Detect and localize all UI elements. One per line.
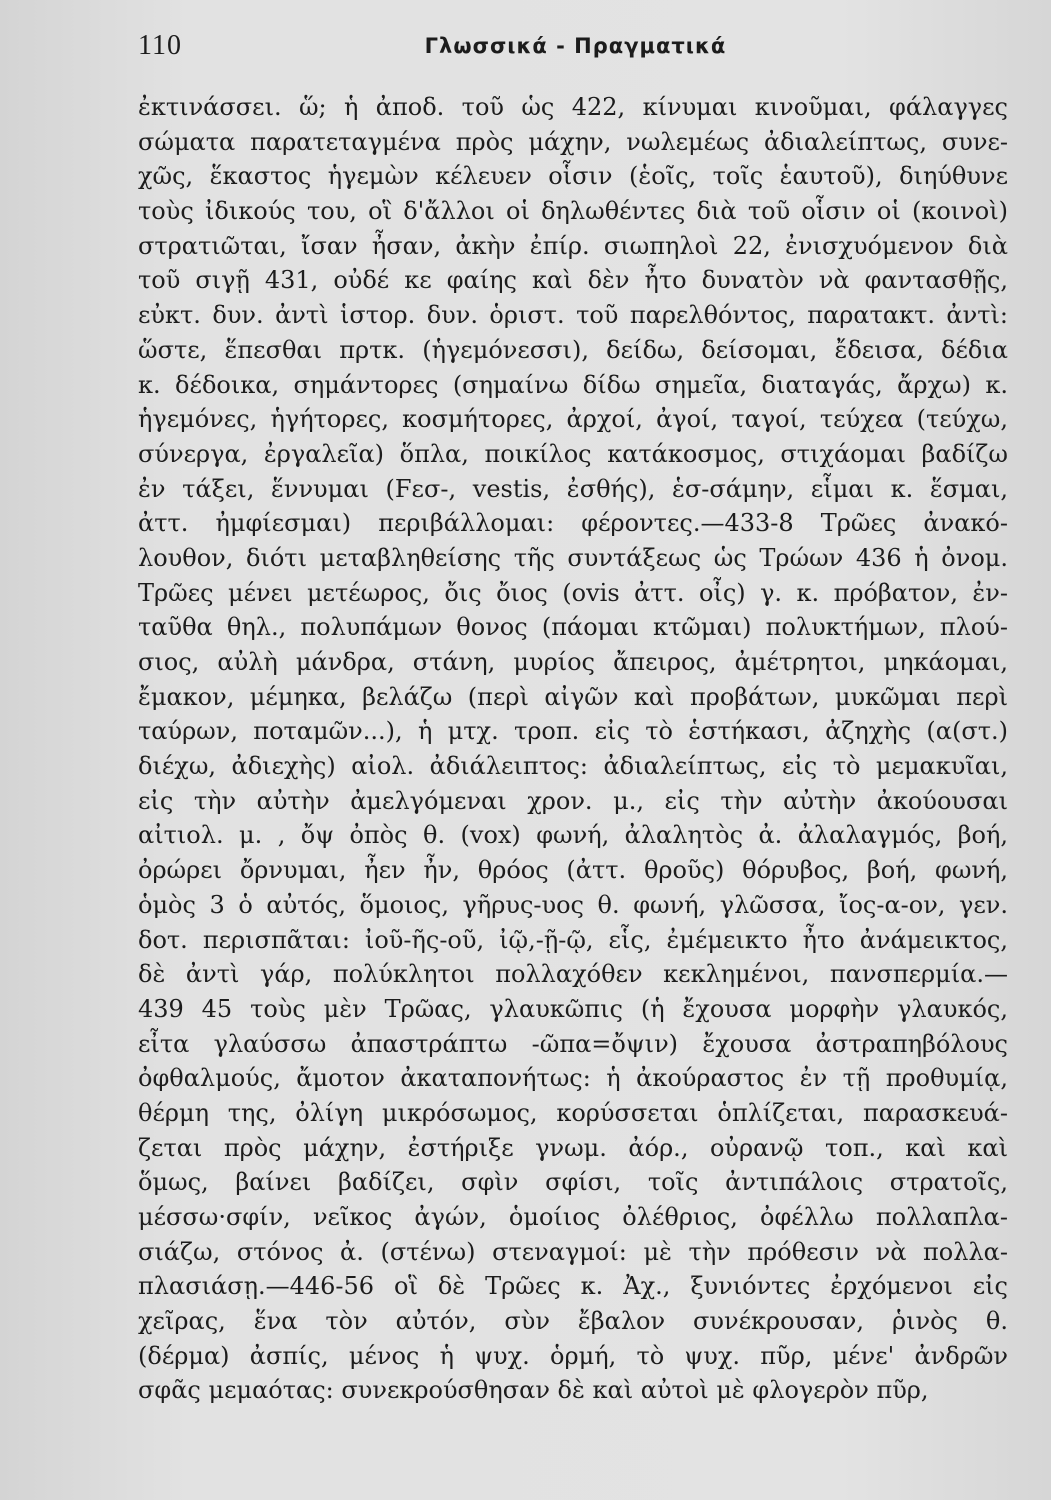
- text-line: τοὺς ἰδικούς του, οἳ δ'ἄλλοι οἱ δηλωθέντες διὰ τοῦ οἷσιν οἱ (κοινοὶ): [138, 197, 1008, 226]
- text-line: 439 45 τοὺς μὲν Τρῶας, γλαυκῶπις (ἡ ἔχουσα μορφὴν γλαυκός,: [138, 994, 1008, 1023]
- text-line: τοῦ σιγῇ 431, οὐδέ κε φαίης καὶ δὲν ἦτο δυνατὸν νὰ φαντασθῇς,: [138, 266, 1008, 295]
- text-line: (δέρμα) ἀσπίς, μένος ἡ ψυχ. ὁρμή, τὸ ψυχ. πῦρ, μένε' ἀνδρῶν: [138, 1341, 1008, 1370]
- text-line: ἐκτινάσσει. ὥ; ἡ ἀποδ. τοῦ ὡς 422, κίνυμαι κινοῦμαι, φάλαγγες: [138, 93, 1008, 121]
- text-line: ὅμως, βαίνει βαδίζει, σφὶν σφίσι, τοῖς ἀντιπάλοις στρατοῖς,: [138, 1168, 1008, 1197]
- text-line: δὲ ἀντὶ γάρ, πολύκλητοι πολλαχόθεν κεκλημένοι, πανσπερμία.—: [138, 960, 1008, 989]
- page-number: 110: [138, 30, 182, 61]
- text-line: ἡγεμόνες, ἡγήτορες, κοσμήτορες, ἀρχοί, ἀγοί, ταγοί, τεύχεα (τεύχω,: [138, 405, 1008, 434]
- text-line: Τρῶες μένει μετέωρος, ὄις ὄιος (ovis ἀττ. οἶς) γ. κ. πρόβατον, ἐν-: [138, 578, 1008, 607]
- text-line: θέρμη της, ὀλίγη μικρόσωμος, κορύσσεται ὁπλίζεται, παρασκευά-: [138, 1098, 1008, 1127]
- text-line: μέσσω·σφίν, νεῖκος ἀγών, ὁμοίιος ὀλέθριος, ὀφέλλω πολλαπλα-: [138, 1203, 1008, 1231]
- body-text: [138, 90, 1008, 1408]
- text-line: πλασιάσῃ.—446-56 οἳ δὲ Τρῶες κ. Ἀχ., ξυνιόντες ἐρχόμενοι εἰς: [138, 1272, 1008, 1301]
- text-line: σφᾶς μεμαότας: συνεκρούσθησαν δὲ καὶ αὐτοὶ μὲ φλογερὸν πῦρ,: [138, 1376, 929, 1405]
- text-line: ὀρώρει ὄρνυμαι, ἦεν ἦν, θρόος (ἀττ. θροῦς) θόρυβος, βοή, φωνή,: [138, 856, 1008, 885]
- text-line: σιος, αὐλὴ μάνδρα, στάνη, μυρίος ἄπειρος, ἀμέτρητοι, μηκάομαι,: [138, 648, 1008, 676]
- text-line: ζεται πρὸς μάχην, ἐστήριξε γνωμ. ἀόρ., οὐρανῷ τοπ., καὶ καὶ: [138, 1133, 1008, 1162]
- text-line: ὁμὸς 3 ὁ αὐτός, ὅμοιος, γῆρυς-υος θ. φωνή, γλῶσσα, ἴος-α-ον, γεν.: [138, 890, 1008, 919]
- text-line: κ. δέδοικα, σημάντορες (σημαίνω δίδω σημεῖα, διαταγάς, ἄρχω) κ.: [138, 370, 1008, 399]
- text-line: ὀφθαλμούς, ἄμοτον ἀκαταπονήτως: ἡ ἀκούραστος ἐν τῇ προθυμίᾳ,: [138, 1064, 1008, 1093]
- text-line: χεῖρας, ἕνα τὸν αὐτόν, σὺν ἔβαλον συνέκρουσαν, ῥινὸς θ.: [138, 1307, 1008, 1336]
- text-line: ταύρων, ποταμῶν...), ἡ μτχ. τροπ. εἰς τὸ ἑστήκασι, ἀζηχὴς (α(στ.): [138, 717, 1008, 746]
- text-line: εἰς τὴν αὐτὴν ἀμελγόμεναι χρον. μ., εἰς τὴν αὐτὴν ἀκούουσαι: [138, 786, 1008, 815]
- text-line: ἐν τάξει, ἕννυμαι (Ϝεσ-, vestis, ἐσθής), ἑσ-σάμην, εἷμαι κ. ἕσμαι,: [138, 474, 1008, 503]
- text-line: ὥστε, ἕπεσθαι πρτκ. (ἡγεμόνεσσι), δείδω, δείσομαι, ἔδεισα, δέδια: [138, 335, 1008, 364]
- text-line: ἔμακον, μέμηκα, βελάζω (περὶ αἰγῶν καὶ προβάτων, μυκῶμαι περὶ: [138, 682, 1008, 711]
- page-header: [138, 30, 1013, 70]
- text-line: σύνεργα, ἐργαλεῖα) ὅπλα, ποικίλος κατάκοσμος, στιχάομαι βαδίζω: [138, 439, 1008, 468]
- text-line: στρατιῶται, ἴσαν ἦσαν, ἀκὴν ἐπίρ. σιωπηλοὶ 22, ἐνισχυόμενον διὰ: [138, 231, 1008, 260]
- text-line: εὐκτ. δυν. ἀντὶ ἱστορ. δυν. ὁριστ. τοῦ παρελθόντος, παρατακτ. ἀντὶ:: [138, 301, 1008, 330]
- text-line: χῶς, ἕκαστος ἡγεμὼν κέλευεν οἷσιν (ἑοῖς, τοῖς ἑαυτοῦ), διηύθυνε: [138, 162, 1008, 191]
- text-line: ἀττ. ἠμφίεσμαι) περιβάλλομαι: φέροντες.—433-8 Τρῶες ἀνακό-: [138, 509, 1008, 538]
- text-line: αἰτιολ. μ. , ὄψ ὀπὸς θ. (vox) φωνή, ἀλαλητὸς ἀ. ἀλαλαγμός, βοή,: [138, 821, 1008, 850]
- text-line: σώματα παρατεταγμένα πρὸς μάχην, νωλεμέως ἀδιαλείπτως, συνε-: [138, 127, 1008, 156]
- text-line: διέχω, ἀδιεχὴς) αἰολ. ἀδιάλειπτος: ἀδιαλείπτως, εἰς τὸ μεμακυῖαι,: [138, 752, 1008, 781]
- text-line: ταῦθα θηλ., πολυπάμων θονος (πάομαι κτῶμαι) πολυκτήμων, πλού-: [138, 613, 1008, 642]
- text-line: εἶτα γλαύσσω ἀπαστράπτω -ῶπα=ὄψιν) ἔχουσα ἀστραπηβόλους: [138, 1029, 1008, 1058]
- text-line: σιάζω, στόνος ἀ. (στένω) στεναγμοί: μὲ τὴν πρόθεσιν νὰ πολλα-: [138, 1237, 1008, 1266]
- text-line: λουθον, διότι μεταβληθείσης τῆς συντάξεως ὡς Τρώων 436 ἡ ὀνομ.: [138, 543, 1008, 572]
- running-title: Γλωσσικά - Πραγματικά: [424, 34, 727, 58]
- text-line: δοτ. περισπᾶται: ἰοῦ-ῆς-οῦ, ἰῷ,-ῇ-ῷ, εἷς, ἐμέμεικτο ἦτο ἀνάμεικτος,: [138, 925, 1008, 954]
